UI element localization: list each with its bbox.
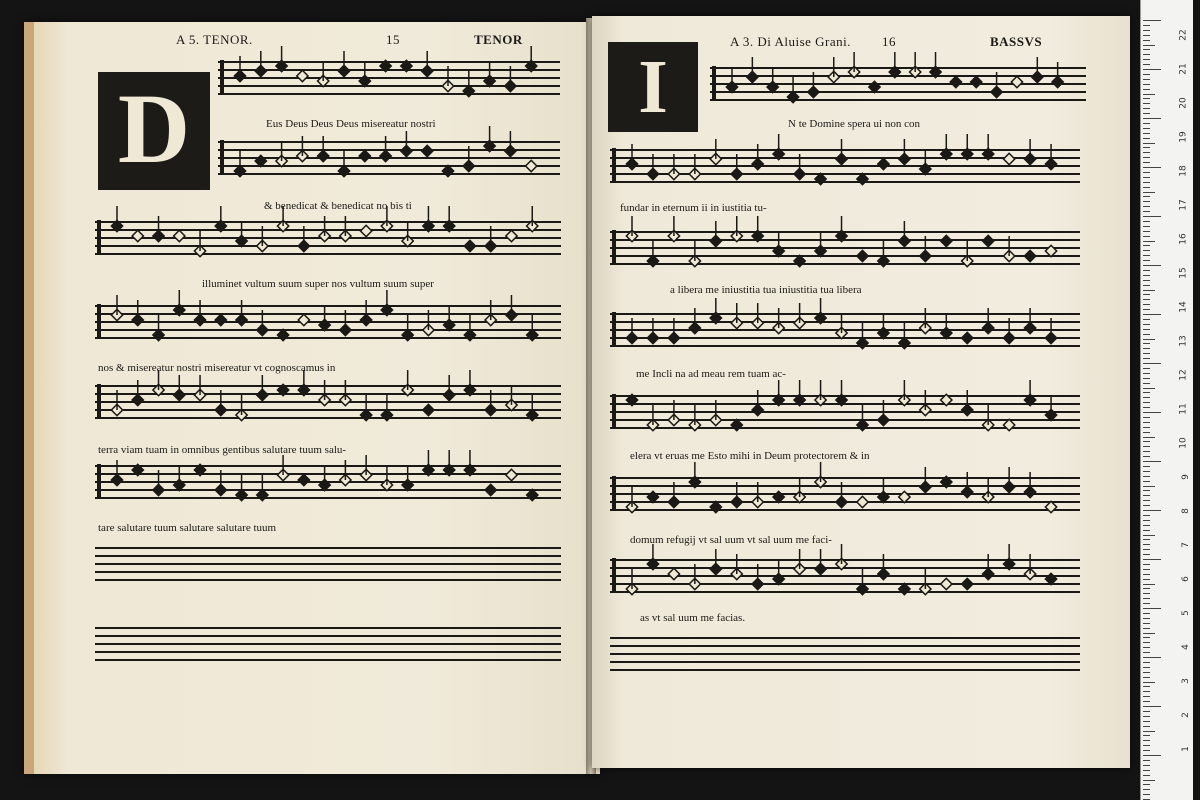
note-head	[298, 314, 309, 325]
ruler-tick	[1143, 706, 1161, 707]
ruler-tick	[1143, 569, 1150, 570]
left-header-part: TENOR	[474, 32, 523, 47]
ruler-number: 3	[1181, 678, 1192, 684]
ruler-tick	[1143, 721, 1150, 722]
ruler-tick	[1143, 520, 1150, 521]
ruler-tick	[1143, 794, 1150, 795]
ruler-number: 9	[1181, 474, 1192, 480]
ruler-tick	[1143, 564, 1150, 565]
music-staff	[610, 226, 1080, 276]
ruler-tick	[1143, 285, 1150, 286]
ruler-tick	[1143, 471, 1150, 472]
ruler-number: 13	[1178, 335, 1189, 347]
ruler-number: 15	[1178, 267, 1189, 279]
ruler-tick	[1143, 74, 1150, 75]
ruler-tick	[1143, 760, 1150, 761]
decorated-initial	[608, 42, 698, 132]
ruler-tick	[1143, 446, 1150, 447]
ruler-tick	[1143, 544, 1150, 545]
ruler-tick	[1143, 348, 1150, 349]
music-staff	[95, 542, 561, 592]
note-head	[857, 496, 868, 507]
ruler-tick	[1143, 30, 1150, 31]
music-staff	[95, 216, 561, 266]
ruler-number: 14	[1178, 301, 1189, 313]
ruler-tick	[1143, 588, 1150, 589]
note-head	[506, 230, 517, 241]
ruler-tick	[1143, 784, 1150, 785]
note-head	[464, 240, 475, 251]
initial-letter-i: I	[638, 45, 668, 129]
ruler-tick	[1143, 696, 1150, 697]
note-head	[422, 145, 433, 156]
ruler-tick	[1143, 123, 1150, 124]
note-head	[668, 568, 679, 579]
ruler-tick	[1143, 770, 1150, 771]
lyric-line: me Incli na ad meau rem tuam ac-	[636, 368, 786, 380]
ruler-tick	[1143, 290, 1155, 291]
ruler-tick	[1143, 623, 1150, 624]
left-page-number: 15	[386, 32, 400, 47]
ruler-tick	[1143, 701, 1150, 702]
ruler-tick	[1143, 691, 1150, 692]
clef	[97, 220, 101, 254]
note-head	[360, 225, 371, 236]
ruler-tick	[1143, 505, 1150, 506]
ruler-tick	[1143, 711, 1150, 712]
ruler-tick	[1143, 672, 1150, 673]
note-head	[423, 404, 434, 415]
ruler-tick	[1143, 314, 1161, 315]
ruler-tick	[1143, 618, 1150, 619]
ruler-tick	[1143, 486, 1155, 487]
ruler-tick	[1143, 647, 1150, 648]
ruler-tick	[1143, 775, 1150, 776]
ruler-tick	[1143, 206, 1150, 207]
note-head	[506, 469, 517, 480]
ruler-tick	[1143, 608, 1161, 609]
ruler-tick	[1143, 226, 1150, 227]
lyric-line: nos & misereatur nostri misereatur vt cognoscamus in	[98, 362, 336, 374]
ruler-tick	[1143, 662, 1150, 663]
lyric-line: Eus Deus Deus Deus misereatur nostri	[266, 118, 436, 130]
ruler-tick	[1143, 182, 1150, 183]
ruler-tick	[1143, 45, 1155, 46]
ruler-number: 8	[1181, 508, 1192, 514]
ruler-tick	[1143, 613, 1150, 614]
note-head	[971, 76, 982, 87]
ruler-number: 6	[1181, 576, 1192, 582]
decorated-initial	[98, 72, 210, 190]
right-header-part: BASSVS	[990, 34, 1043, 49]
music-staff	[710, 62, 1086, 112]
ruler-tick	[1143, 422, 1150, 423]
ruler-tick	[1143, 373, 1150, 374]
ruler-tick	[1143, 686, 1150, 687]
ruler-tick	[1143, 755, 1161, 756]
lyric-line: illuminet vultum suum super nos vultum suum super	[202, 278, 434, 290]
clef	[97, 304, 101, 338]
ruler-tick	[1143, 716, 1150, 717]
ruler-tick	[1143, 437, 1155, 438]
note-head	[962, 332, 973, 343]
ruler-number: 11	[1178, 403, 1189, 415]
clef	[97, 464, 101, 498]
ruler-tick	[1143, 260, 1150, 261]
lyric-line: & benedicat & benedicat no bis ti	[264, 200, 412, 212]
ruler-number: 18	[1178, 165, 1189, 177]
note-head	[174, 230, 185, 241]
ruler-tick	[1143, 490, 1150, 491]
ruler-tick	[1143, 20, 1161, 21]
ruler-tick	[1143, 461, 1161, 462]
lyric-line: terra viam tuam in omnibus gentibus salutare tuum salu-	[98, 444, 347, 456]
note-head	[297, 70, 308, 81]
ruler-number: 7	[1181, 542, 1192, 548]
ruler-tick	[1143, 412, 1161, 413]
ruler-tick	[1143, 554, 1150, 555]
ruler-tick	[1143, 108, 1150, 109]
note-head	[298, 474, 309, 485]
ruler-tick	[1143, 388, 1155, 389]
ruler-tick	[1143, 358, 1150, 359]
ruler-tick	[1143, 40, 1150, 41]
music-staff	[610, 472, 1080, 522]
note-head	[215, 314, 226, 325]
lyric-line: domum refugij vt sal uum vt sal uum me faci-	[630, 534, 832, 546]
ruler-number: 1	[1181, 746, 1192, 752]
clef	[612, 476, 616, 510]
ruler-tick	[1143, 353, 1150, 354]
clef	[220, 140, 224, 174]
clef	[712, 66, 716, 100]
ruler-tick	[1143, 343, 1150, 344]
ruler-number: 5	[1181, 610, 1192, 616]
ruler-tick	[1143, 59, 1150, 60]
ruler-tick	[1143, 94, 1155, 95]
ruler-tick	[1143, 432, 1150, 433]
lyric-line: a libera me iniustitia tua iniustitia tua libera	[670, 284, 862, 296]
ruler-tick	[1143, 177, 1150, 178]
clef	[612, 558, 616, 592]
ruler-tick	[1143, 598, 1150, 599]
ruler-tick	[1143, 187, 1150, 188]
ruler-number: 2	[1181, 712, 1192, 718]
note-head	[941, 578, 952, 589]
ruler-tick	[1143, 192, 1155, 193]
clef	[612, 312, 616, 346]
note-head	[485, 484, 496, 495]
note-head	[132, 230, 143, 241]
ruler-tick	[1143, 427, 1150, 428]
ruler-tick	[1143, 378, 1150, 379]
initial-letter-d: D	[117, 73, 191, 184]
ruler-number: 12	[1178, 369, 1189, 381]
ruler-tick	[1143, 339, 1155, 340]
music-staff	[218, 136, 560, 186]
right-header-voice: A 3. Di Aluise Grani.	[730, 34, 851, 49]
ruler-tick	[1143, 515, 1150, 516]
ruler-tick	[1143, 579, 1150, 580]
ruler-tick	[1143, 118, 1161, 119]
ruler-tick	[1143, 25, 1150, 26]
ruler-tick	[1143, 731, 1155, 732]
ruler-tick	[1143, 98, 1150, 99]
ruler-tick	[1143, 593, 1150, 594]
ruler-tick	[1143, 138, 1150, 139]
ruler-tick	[1143, 682, 1155, 683]
ruler-tick	[1143, 133, 1150, 134]
ruler-tick	[1143, 275, 1150, 276]
left-header-voice: A 5. TENOR.	[176, 32, 253, 47]
ruler-tick	[1143, 304, 1150, 305]
ruler-tick	[1143, 49, 1150, 50]
clef	[220, 60, 224, 94]
ruler-tick	[1143, 147, 1150, 148]
ruler-tick	[1143, 157, 1150, 158]
music-staff	[610, 144, 1080, 194]
music-staff	[218, 56, 560, 106]
ruler-tick	[1143, 128, 1150, 129]
ruler-tick	[1143, 299, 1150, 300]
ruler-tick	[1143, 637, 1150, 638]
note-head	[962, 578, 973, 589]
ruler-tick	[1143, 407, 1150, 408]
ruler-tick	[1143, 368, 1150, 369]
ruler-tick	[1143, 113, 1150, 114]
ruler-number: 16	[1178, 233, 1189, 245]
ruler-tick	[1143, 780, 1155, 781]
ruler-tick	[1143, 216, 1161, 217]
ruler-tick	[1143, 481, 1150, 482]
ruler-number: 17	[1178, 199, 1189, 211]
ruler-tick	[1143, 245, 1150, 246]
ruler-tick	[1143, 539, 1150, 540]
music-staff	[95, 300, 561, 350]
ruler-tick	[1143, 79, 1150, 80]
ruler-number: 19	[1178, 131, 1189, 143]
ruler-tick	[1143, 750, 1150, 751]
ruler-tick	[1143, 584, 1155, 585]
ruler-tick	[1143, 603, 1150, 604]
ruler-tick	[1143, 397, 1150, 398]
measuring-ruler	[1140, 0, 1193, 800]
ruler-tick	[1143, 270, 1150, 271]
ruler-tick	[1143, 466, 1150, 467]
lyric-line: tare salutare tuum salutare salutare tuum	[98, 522, 277, 534]
ruler-tick	[1143, 211, 1150, 212]
ruler-tick	[1143, 231, 1150, 232]
ruler-tick	[1143, 280, 1150, 281]
ruler-tick	[1143, 334, 1150, 335]
ruler-tick	[1143, 69, 1161, 70]
ruler-tick	[1143, 383, 1150, 384]
lyric-line: fundar in eternum ii in iustitia tu-	[620, 202, 767, 214]
ruler-tick	[1143, 789, 1150, 790]
ruler-tick	[1143, 402, 1150, 403]
ruler-tick	[1143, 456, 1150, 457]
right-page-number: 16	[882, 34, 896, 49]
ruler-tick	[1143, 500, 1150, 501]
ruler-tick	[1143, 574, 1150, 575]
ruler-tick	[1143, 559, 1161, 560]
ruler-tick	[1143, 510, 1161, 511]
ruler-number: 20	[1178, 97, 1189, 109]
ruler-tick	[1143, 530, 1150, 531]
ruler-tick	[1143, 103, 1150, 104]
ruler-number: 22	[1178, 29, 1189, 41]
lyric-line: N te Domine spera ui non con	[788, 118, 920, 130]
ruler-tick	[1143, 417, 1150, 418]
ruler-tick	[1143, 324, 1150, 325]
ruler-tick	[1143, 525, 1150, 526]
music-staff	[610, 390, 1080, 440]
note-head	[526, 160, 537, 171]
ruler-tick	[1143, 392, 1150, 393]
ruler-tick	[1143, 740, 1150, 741]
ruler-tick	[1143, 726, 1150, 727]
ruler-tick	[1143, 294, 1150, 295]
ruler-tick	[1143, 221, 1150, 222]
ruler-tick	[1143, 152, 1150, 153]
note-head	[1024, 250, 1035, 261]
ruler-tick	[1143, 363, 1161, 364]
ruler-tick	[1143, 84, 1150, 85]
ruler-tick	[1143, 476, 1150, 477]
note-head	[950, 76, 961, 87]
ruler-tick	[1143, 255, 1150, 256]
ruler-tick	[1143, 765, 1150, 766]
ruler-tick	[1143, 652, 1150, 653]
ruler-tick	[1143, 309, 1150, 310]
ruler-tick	[1143, 196, 1150, 197]
ruler-tick	[1143, 250, 1150, 251]
ruler-number: 4	[1181, 644, 1192, 650]
ruler-tick	[1143, 172, 1150, 173]
ruler-tick	[1143, 549, 1150, 550]
note-head	[857, 250, 868, 261]
ruler-tick	[1143, 735, 1150, 736]
note-head	[359, 150, 370, 161]
ruler-tick	[1143, 241, 1155, 242]
note-head	[941, 235, 952, 246]
music-staff	[95, 380, 561, 430]
ruler-tick	[1143, 451, 1150, 452]
ruler-tick	[1143, 89, 1150, 90]
note-head	[878, 158, 889, 169]
note-head	[1011, 76, 1022, 87]
ruler-tick	[1143, 201, 1150, 202]
ruler-tick	[1143, 329, 1150, 330]
ruler-tick	[1143, 628, 1150, 629]
music-staff	[610, 308, 1080, 358]
ruler-tick	[1143, 642, 1150, 643]
clef	[612, 230, 616, 264]
lyric-line: as vt sal uum me facias.	[640, 612, 746, 624]
music-staff	[610, 554, 1080, 604]
note-head	[983, 235, 994, 246]
note-head	[1003, 153, 1014, 164]
ruler-tick	[1143, 35, 1150, 36]
ruler-tick	[1143, 319, 1150, 320]
ruler-tick	[1143, 54, 1150, 55]
clef	[612, 148, 616, 182]
clef	[97, 384, 101, 418]
ruler-number: 21	[1178, 63, 1189, 75]
ruler-tick	[1143, 657, 1161, 658]
ruler-tick	[1143, 677, 1150, 678]
ruler-tick	[1143, 265, 1161, 266]
ruler-tick	[1143, 535, 1155, 536]
ruler-tick	[1143, 633, 1155, 634]
ruler-tick	[1143, 441, 1150, 442]
music-staff	[95, 460, 561, 510]
clef	[612, 394, 616, 428]
ruler-tick	[1143, 143, 1155, 144]
ruler-tick	[1143, 64, 1150, 65]
ruler-tick	[1143, 236, 1150, 237]
ruler-tick	[1143, 167, 1161, 168]
ruler-number: 10	[1178, 437, 1189, 449]
ruler-tick	[1143, 495, 1150, 496]
lyric-line: elera vt eruas me Esto mihi in Deum protectorem & in	[630, 450, 870, 462]
music-staff	[610, 632, 1080, 682]
ruler-tick	[1143, 667, 1150, 668]
music-staff	[95, 622, 561, 672]
ruler-tick	[1143, 745, 1150, 746]
ruler-tick	[1143, 162, 1150, 163]
